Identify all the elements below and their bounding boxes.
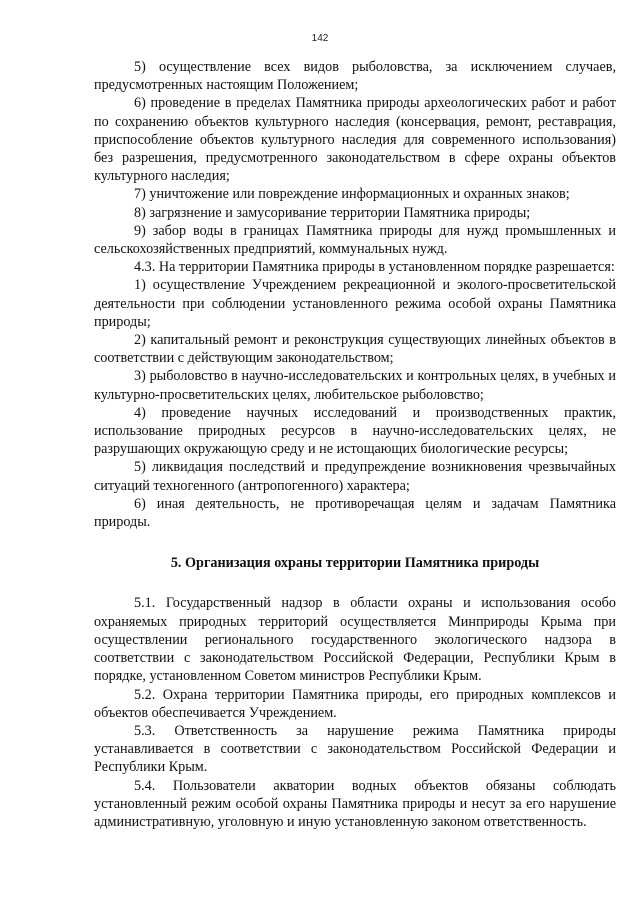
paragraph-4-3: 4.3. На территории Памятника природы в установленном порядке разрешается: (134, 259, 615, 276)
paragraph-prohibition-9: 9) забор воды в границах Памятника природы для нужд промышленных и сельскохозяйственных предприятий, коммунальных нужд. (94, 222, 616, 258)
page-number: 142 (311, 33, 329, 44)
paragraph-5-3: 5.3. Ответственность за нарушение режима Памятника природы устанавливается в соответствии с законодательством Российской Федерации и Республики Крым. (94, 722, 616, 776)
paragraph-prohibition-6: 6) проведение в пределах Памятника природы археологических работ и работ по сохранению объектов культурного наследия (консервация, ремонт, реставрация, приспособление объектов культурного наследия для современного использования) без разрешения, предусмотренного законодательством в сфере охраны объектов культурного наследия; (94, 95, 616, 185)
paragraph-permitted-5: 5) ликвидация последствий и предупреждение возникновения чрезвычайных ситуаций техногенного (антропогенного) характера; (94, 459, 616, 494)
paragraph-prohibition-8: 8) загрязнение и замусоривание территории Памятника природы; (134, 204, 531, 221)
paragraph-permitted-2: 2) капитальный ремонт и реконструкция существующих линейных объектов в соответствии с действующим законодательством; (94, 332, 616, 367)
paragraph-prohibition-7: 7) уничтожение или повреждение информационных и охранных знаков; (134, 186, 570, 203)
paragraph-permitted-6: 6) иная деятельность, не противоречащая целям и задачам Памятника природы. (94, 495, 616, 531)
document-body (94, 58, 616, 831)
paragraph-5-1: 5.1. Государственный надзор в области охраны и использования особо охраняемых природных территорий осуществляется Минприроды Крыма при осуществлении регионального государственного экологического надзора в соответствии с законодательством Российской Федерации, Республики Крым в порядке, установленном Советом министров Республики Крым. (94, 595, 616, 685)
paragraph-prohibition-5: 5) осуществление всех видов рыболовства, за исключением случаев, предусмотренных настоящим Положением; (94, 59, 616, 94)
paragraph-5-4: 5.4. Пользователи акватории водных объектов обязаны соблюдать установленный режим особой охраны Памятника природы и несут за его нарушение административную, уголовную и иную установленную законом ответственность. (94, 777, 616, 830)
paragraph-permitted-1: 1) осуществление Учреждением рекреационной и эколого-просветительской деятельности при соблюдении установленного режима особой охраны Памятника природы; (94, 277, 616, 330)
section-heading: 5. Организация охраны территории Памятника природы (170, 555, 540, 572)
paragraph-5-2: 5.2. Охрана территории Памятника природы, его природных комплексов и объектов обеспечивается Учреждением. (94, 686, 616, 721)
paragraph-permitted-3: 3) рыболовство в научно-исследовательских и контрольных целях, в учебных и культурно-просветительских целях, любительское рыболовство; (94, 368, 616, 403)
paragraph-permitted-4: 4) проведение научных исследований и производственных практик, использование природных ресурсов в научно-исследовательских целях, не разрушающих окружающую среду и не истощающих биологические ресурсы; (94, 404, 616, 458)
